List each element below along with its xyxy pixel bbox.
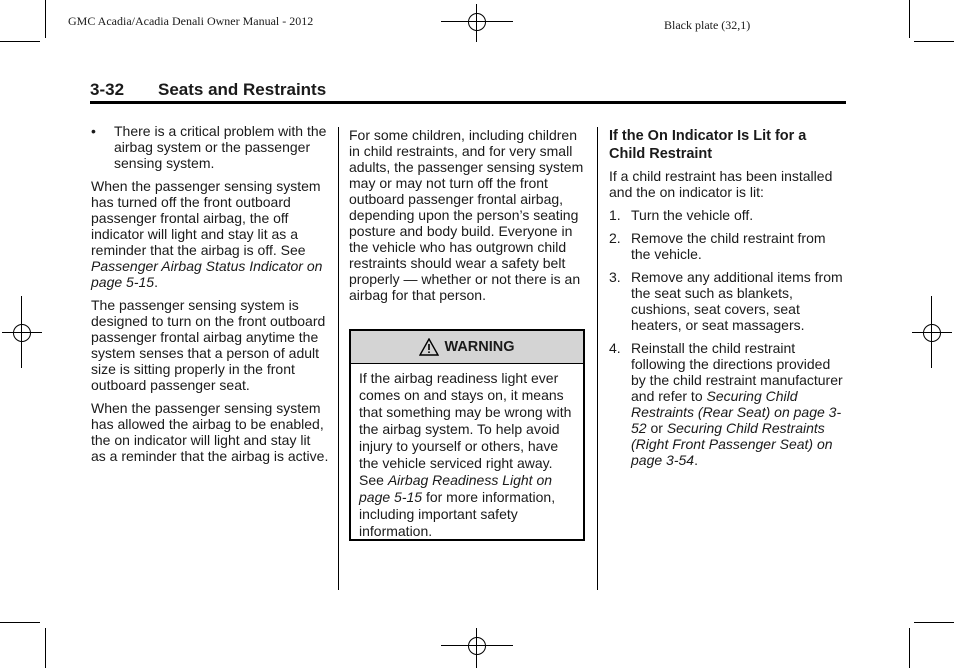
cross-reference: Securing Child Restraints (Right Front Passenger Seat) on page 3-54 xyxy=(631,420,833,468)
paragraph xyxy=(91,178,329,290)
punctuation: . xyxy=(694,452,698,468)
cross-reference: Airbag Readiness Light on page 5-15 xyxy=(359,472,553,505)
column-divider xyxy=(597,127,598,590)
crop-mark xyxy=(909,0,910,38)
step-number: 1. xyxy=(609,207,621,223)
warning-text-part: for more information, including important safety information. xyxy=(359,489,556,539)
bullet-dot: • xyxy=(91,123,96,139)
paragraph: If a child restraint has been installed and the on indicator is lit: xyxy=(609,168,833,200)
section-title: Seats and Restraints xyxy=(158,80,327,99)
step-number: 4. xyxy=(609,340,621,356)
column-3 xyxy=(609,127,845,475)
crop-mark xyxy=(909,628,910,668)
column-2 xyxy=(349,127,589,310)
page-number: 3-32 xyxy=(90,80,125,99)
warning-text-part: If the airbag readiness light ever comes on and stays on, it means that something may be wrong with the airbag system. To help avoid injury to yourself or others, have the vehicle serviced right away. See xyxy=(359,370,572,488)
crop-mark xyxy=(0,622,40,623)
warning-box xyxy=(349,329,585,541)
manual-title: GMC Acadia/Acadia Denali Owner Manual - 2012 xyxy=(68,14,314,28)
header-rule xyxy=(90,101,846,104)
list-item xyxy=(609,230,845,262)
bullet-text: There is a critical problem with the airbag system or the passenger sensing system. xyxy=(114,123,327,171)
crop-mark xyxy=(914,41,954,42)
crop-mark xyxy=(914,622,954,623)
registration-mark-right xyxy=(912,296,952,368)
step-text: Remove any additional items from the seat such as blankets, cushions, seat covers, seat heaters, or seat massagers. xyxy=(631,269,843,333)
punctuation: . xyxy=(154,274,158,290)
paragraph: When the passenger sensing system has allowed the airbag to be enabled, the on indicator will light and stay lit as a reminder that the airbag is active. xyxy=(91,400,329,464)
registration-mark-bottom xyxy=(441,628,513,668)
step-number: 2. xyxy=(609,230,621,246)
crop-mark xyxy=(45,0,46,38)
step-text: Turn the vehicle off. xyxy=(631,207,754,223)
registration-mark-top xyxy=(441,4,513,42)
step-text: Remove the child restraint from the vehicle. xyxy=(631,230,826,262)
column-divider xyxy=(338,127,339,590)
list-item xyxy=(609,207,845,223)
step-text: Reinstall the child restraint following the directions provided by the child restraint manufacturer and refer to xyxy=(631,340,843,404)
cross-reference: Securing Child Restraints (Rear Seat) on page 3-52 xyxy=(631,388,842,436)
list-item xyxy=(609,340,845,468)
paragraph-text: When the passenger sensing system has turned off the front outboard passenger frontal airbag, the off indicator will light and stay lit as a reminder that the airbag is off. See xyxy=(91,178,321,258)
bullet-item xyxy=(91,123,329,171)
list-item xyxy=(609,269,845,333)
paragraph: The passenger sensing system is designed to turn on the front outboard passenger frontal airbag anytime the system senses that a person of adult size is sitting properly in the front outboard passenger seat. xyxy=(91,297,326,393)
cross-reference: Passenger Airbag Status Indicator on page 5-15 xyxy=(91,258,323,290)
plate-label: Black plate (32,1) xyxy=(664,18,751,32)
crop-mark xyxy=(45,628,46,668)
warning-triangle-icon xyxy=(419,338,439,356)
column-1 xyxy=(91,123,329,471)
warning-text xyxy=(351,364,583,540)
paragraph: For some children, including children in child restraints, and for very small adults, the passenger sensing system may or may not turn off the front outboard passenger frontal airbag, depending upon the person’s seating posture and body build. Everyone in the vehicle who has outgrown child restraints should wear a safety belt properly — whether or not there is an airbag for that person. xyxy=(349,127,584,303)
subsection-heading: If the On Indicator Is Lit for a Child Restraint xyxy=(609,128,807,162)
warning-header xyxy=(351,331,583,364)
step-number: 3. xyxy=(609,269,621,285)
crop-mark xyxy=(0,41,40,42)
registration-mark-left xyxy=(2,296,42,368)
warning-label: WARNING xyxy=(444,339,515,355)
step-text: or xyxy=(650,420,663,436)
